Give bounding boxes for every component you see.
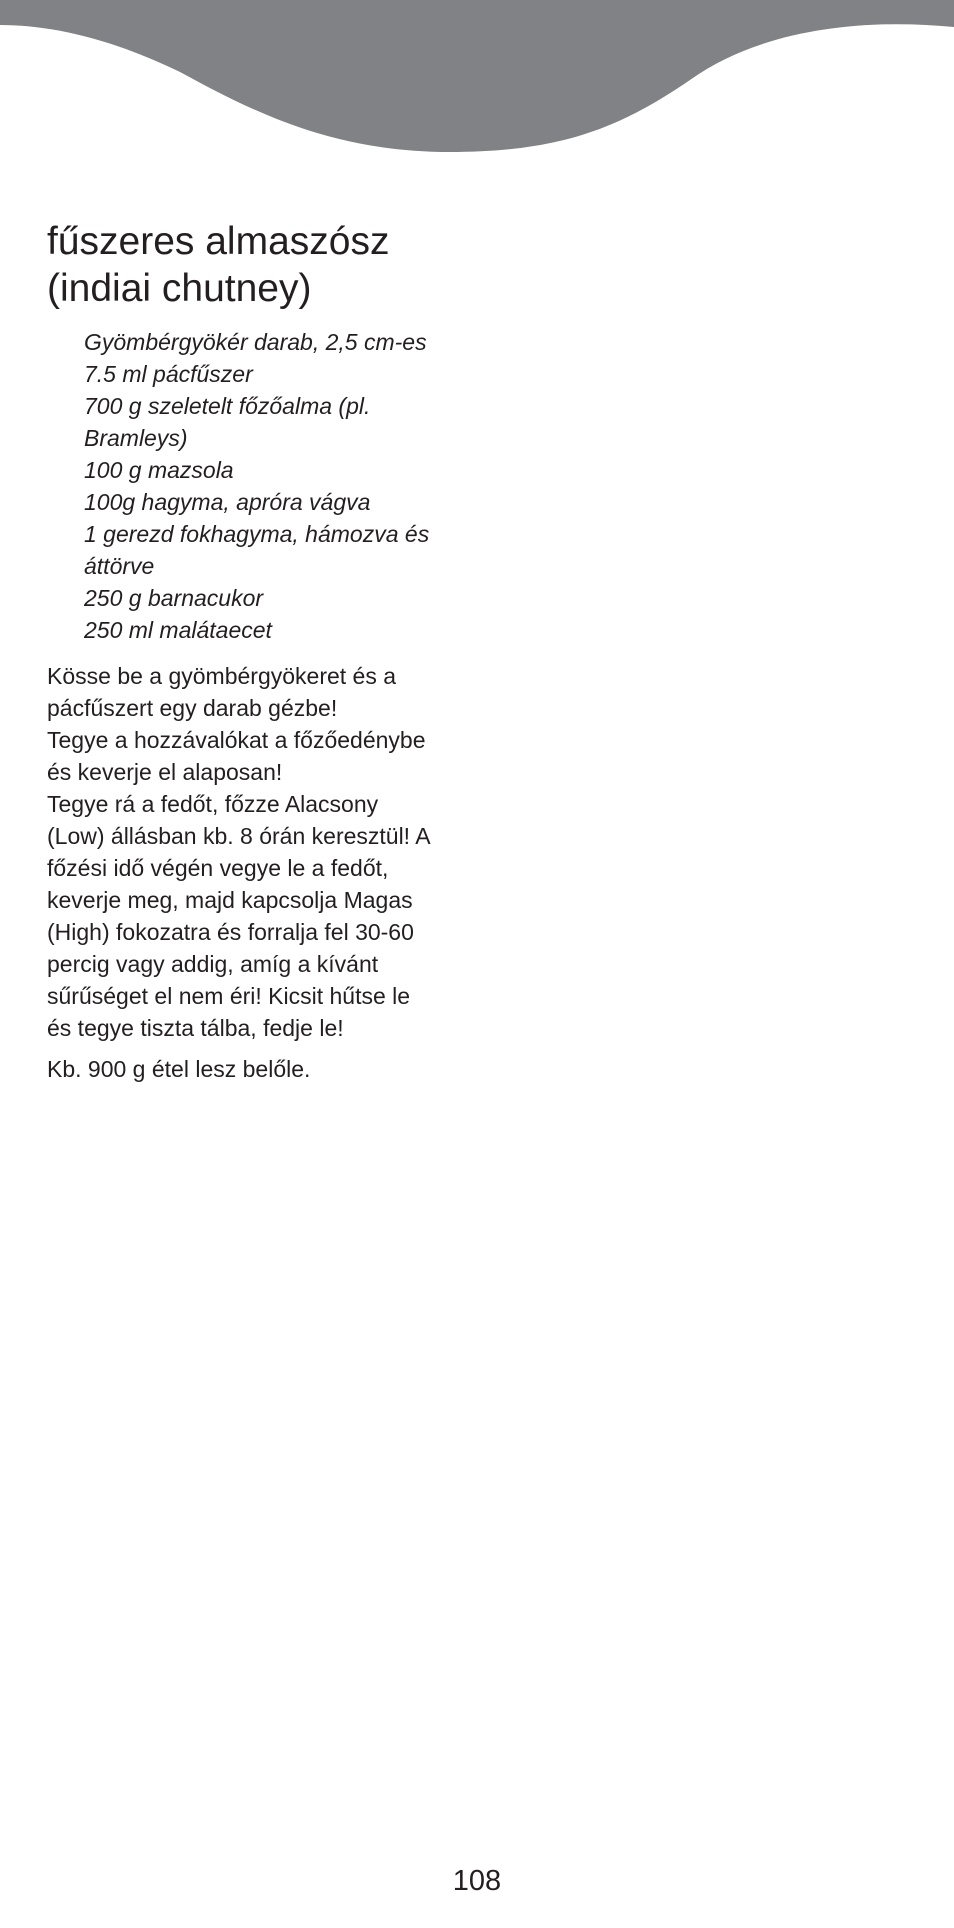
recipe-content bbox=[47, 218, 487, 1085]
instruction-line: főzési idő végén vegye le a fedőt, bbox=[47, 855, 389, 881]
header-wave-decoration bbox=[0, 0, 954, 160]
instruction-line: és keverje el alaposan! bbox=[47, 759, 283, 785]
ingredient-line: Bramleys) bbox=[84, 425, 188, 451]
ingredient-item bbox=[84, 486, 487, 518]
instruction-line: keverje meg, majd kapcsolja Magas bbox=[47, 887, 413, 913]
recipe-title bbox=[47, 218, 487, 312]
instruction-line: és tegye tiszta tálba, fedje le! bbox=[47, 1015, 344, 1041]
ingredient-item bbox=[84, 582, 487, 614]
ingredient-line: 100g hagyma, apróra vágva bbox=[84, 489, 371, 515]
header-wave-shape bbox=[0, 0, 954, 152]
instruction-line: (High) fokozatra és forralja fel 30-60 bbox=[47, 919, 414, 945]
instruction-line: pácfűszert egy darab gézbe! bbox=[47, 695, 338, 721]
ingredient-item bbox=[84, 454, 487, 486]
ingredient-line: áttörve bbox=[84, 553, 155, 579]
ingredient-line: 700 g szeletelt főzőalma (pl. bbox=[84, 393, 371, 419]
ingredient-item bbox=[84, 358, 487, 390]
instruction-line: sűrűséget el nem éri! Kicsit hűtse le bbox=[47, 983, 411, 1009]
instruction-line: percig vagy addig, amíg a kívánt bbox=[47, 951, 379, 977]
instruction-line: Tegye rá a fedőt, főzze Alacsony bbox=[47, 791, 379, 817]
recipe-title-line-2: (indiai chutney) bbox=[47, 267, 312, 310]
instruction-line: Kösse be a gyömbérgyökeret és a bbox=[47, 663, 397, 689]
instruction-line: (Low) állásban kb. 8 órán keresztül! A bbox=[47, 823, 431, 849]
ingredient-line: 1 gerezd fokhagyma, hámozva és bbox=[84, 521, 430, 547]
ingredient-line: 250 g barnacukor bbox=[84, 585, 264, 611]
instructions-paragraph bbox=[47, 660, 487, 1044]
recipe-title-line-1: fűszeres almaszósz bbox=[47, 220, 390, 263]
ingredient-item bbox=[84, 614, 487, 646]
ingredient-list bbox=[47, 326, 487, 646]
page-number: 108 bbox=[452, 1865, 502, 1897]
ingredient-line: Gyömbérgyökér darab, 2,5 cm-es bbox=[84, 329, 427, 355]
ingredient-item bbox=[84, 390, 487, 454]
ingredient-line: 7.5 ml pácfűszer bbox=[84, 361, 253, 387]
instruction-line: Tegye a hozzávalókat a főzőedénybe bbox=[47, 727, 426, 753]
ingredient-line: 100 g mazsola bbox=[84, 457, 234, 483]
ingredient-item bbox=[84, 518, 487, 582]
ingredient-line: 250 ml malátaecet bbox=[84, 617, 272, 643]
ingredient-item bbox=[84, 326, 487, 358]
recipe-yield: Kb. 900 g étel lesz belőle. bbox=[47, 1056, 311, 1082]
